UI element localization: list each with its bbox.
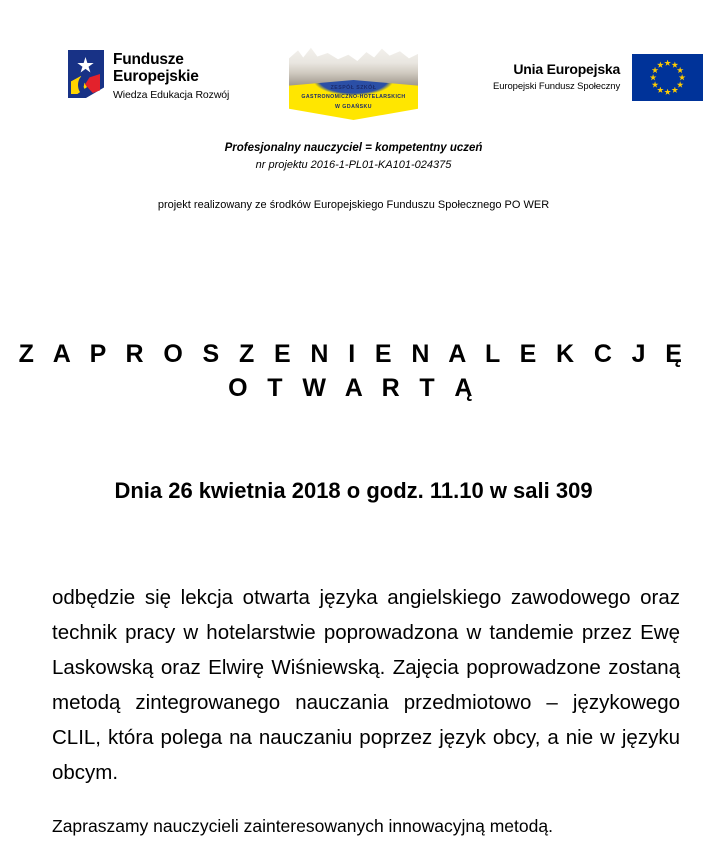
school-label-line3: W GDAŃSKU [334,104,373,110]
eu-flag-star-icon [652,67,659,74]
eu-flag-star-icon [657,61,664,68]
fe-label-line1: Fundusze [113,51,184,68]
fundusze-europejskie-logo [68,50,229,102]
project-funding-note: projekt realizowany ze środków Europejskiego Funduszu Społecznego PO WER [157,199,550,211]
eu-flag-star-icon [677,81,684,88]
eu-flag-star-icon [657,87,664,94]
fe-label-line3: Wiedza Edukacja Rozwój [113,89,230,101]
page-title: Z A P R O S Z E N I E N A L E K C J Ę O T W A R T Ą [18,340,689,402]
school-label-line1: ZESPÓŁ SZKÓŁ [330,85,377,91]
eu-flag-icon [632,54,703,101]
project-title: Profesjonalny nauczyciel = kompetentny uczeń [224,142,483,154]
eu-flag-star-icon [677,67,684,74]
eu-flag-star-icon [664,60,671,67]
school-banner-text [289,80,418,120]
fundusze-europejskie-wordmark [113,50,229,102]
eu-flag-star-icon [650,74,657,81]
eu-label-line2: Europejski Fundusz Społeczny [493,80,621,92]
fe-label-line2: Europejskie [113,68,199,85]
eu-flag-star-icon [664,89,671,96]
eu-flag-star-icon [671,61,678,68]
eu-flag-star-icon [679,74,686,81]
logo-strip [0,38,707,124]
eu-flag-star-icon [652,81,659,88]
eu-label-line1: Unia Europejska [513,60,621,77]
body-closing-line: Zapraszamy nauczycieli zainteresowanych innowacyjną metodą. [52,816,553,836]
school-logo [289,46,418,120]
body-block [52,580,680,840]
eu-flag-star-icon [671,87,678,94]
unia-europejska-logo [493,54,703,101]
project-info-block [0,140,707,213]
school-label-line2: GASTRONOMICZNO-HOTELARSKICH [301,94,406,100]
fundusze-europejskie-icon [68,50,104,98]
unia-europejska-wordmark [493,61,632,95]
body-paragraph: odbędzie się lekcja otwarta języka angielskiego zawodowego oraz technik pracy w hotelarstwie poprowadzona w tandemie przez Ewę Laskowską oraz Elwirę Wiśniewską. Zajęcia poprowadzone zostaną metodą zintegrowanego nauczania przedmiotowo – językowego CLIL, która polega na nauczaniu poprzez język obcy, a nie w języku obcym. [52,586,680,784]
project-number: nr projektu 2016-1-PL01-KA101-024375 [255,159,452,171]
event-details: Dnia 26 kwietnia 2018 o godz. 11.10 w sali 309 [114,478,593,503]
